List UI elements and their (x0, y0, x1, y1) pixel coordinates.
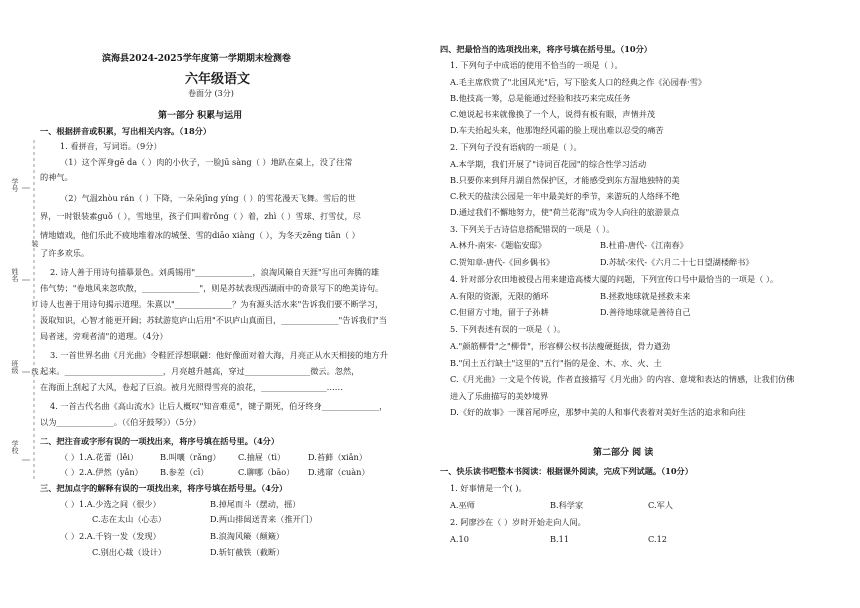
subject-title: 六年级语文 (185, 72, 251, 87)
part2-q2-options (450, 534, 770, 546)
q2-option: （ ）1.A.花蕾（lěi） (60, 452, 139, 462)
q1-line: 情地嬉戏，他们乐此不疲地堆着冰的城堡、雪的diāo xiàng（ ），为冬天zēng tiān（ ） (40, 230, 360, 240)
q4-line: 进入了乐曲描写的美妙境界 (450, 391, 549, 401)
q4-line: A.毛主席欣赏了"北国风光"后，写下脍炙人口的经典之作《沁园春·雪》 (450, 77, 707, 87)
q2-option: C.聊哪（bāo） (238, 467, 295, 477)
q3-option: （ ）2.A.千钧一发（发现） (60, 531, 161, 541)
exam-title: 滨海县2024-2025学年度第一学期期末检测卷 (102, 54, 291, 64)
q4-option: A.林升-南宋-《题临安邸》 (450, 240, 546, 250)
part2-q2: 2. 阿廖沙在（ ）岁时开始走向人间。 (450, 517, 586, 527)
q4-line: 1. 下列句子中成语的使用不恰当的一项是（ ）。 (450, 60, 623, 70)
q1-line: （1）这个浑身gē da（ ）肉的小伙子，一脸jū sàng（ ）地趴在桌上，没了往常 (60, 157, 353, 167)
q1-line: 汲取知识，心智才能更开阔；苏轼游览庐山后用"不识庐山真面目，______________"告诉我们"当 (40, 315, 387, 325)
q3-option: B.掉尾而斗（摆动，摇） (210, 499, 301, 509)
q1-line: （2）气温zhòu rán（ ）下降，一朵朵jīng yíng（ ）的雪花漫天飞舞。雪后的世 (60, 193, 356, 203)
q4-line: D.《好的故事》一课首尾呼应，那梦中美的人和事代表着对美好生活的追求和向往 (450, 407, 746, 417)
q3-option: （ ）1.A.少选之间（很少） (60, 499, 161, 509)
binding-marker-1: 装 (31, 240, 39, 247)
q4-line: 3. 下列关于古诗信息搭配错误的一项是（ ）。 (450, 224, 615, 234)
q3-option: C.别出心裁（设计） (92, 547, 167, 557)
q2-option: C.抽屉（tì） (238, 452, 286, 462)
binding-dashed-line (22, 140, 46, 480)
q4-option: C.但留方寸地，留于子孙耕 (450, 307, 549, 317)
q1-line: 伟气势；"卷地风来忽吹散，______________"，则是苏轼表现西湖雨中的奇景写下的绝美诗句。 (40, 283, 384, 293)
q4-line: C.她说起书来就像换了一个人，说得有板有眼，声情并茂 (450, 109, 656, 119)
q3-option: D.两山排闼送青来（推开门） (210, 514, 318, 524)
part1-title: 第一部分 积累与运用 (158, 111, 243, 121)
part2-option: C.12 (648, 534, 667, 544)
q1-line: 起来。________________________，月亮越升越高，穿过________________微云。忽然， (40, 366, 360, 376)
q3-option: B.浪淘风簸（颠簸） (210, 531, 285, 541)
q4-line: C.《月光曲》一文是个传说，作者直接描写《月光曲》的内容、意境和表达的情感，让我们仿佛 (450, 374, 795, 384)
part2-title: 第二部分 阅 读 (593, 448, 654, 458)
q1-line: 3. 一首世界名曲《月光曲》令鞋匠浮想联翩：他好像面对着大海，月亮正从水天相接的地方升 (50, 350, 388, 360)
binding-label-name: 姓名 (11, 268, 19, 282)
q4-line: 4. 针对部分农田地被侵占用来建造高楼大厦的问题，下列宣传口号中最恰当的一项是（ ）。 (450, 274, 779, 284)
q1-line: 以为______________。（《伯牙鼓琴》）（5分） (40, 417, 201, 427)
q4-option: C.贺知章-唐代-《回乡偶书》 (450, 257, 555, 267)
part2-option: C.军人 (648, 500, 673, 510)
binding-marker-2: 订 (31, 300, 39, 307)
q4-line: A."颜筋柳骨"之"柳骨"，形容柳公权书法瘦硬挺拔，骨力遒劲 (450, 341, 671, 351)
part2-option: B.科学家 (550, 500, 584, 510)
binding-label-class: 班级 (11, 360, 19, 374)
binding-label-school: 学校 (11, 440, 19, 454)
q4-line: 5. 下列表述有误的一项是（ ）。 (450, 324, 566, 334)
part2-option: B.11 (550, 534, 570, 544)
q4-line: A.本学期，我们开展了"诗词百花园"的综合性学习活动 (450, 159, 647, 169)
q1-line: 的神气。 (40, 172, 73, 182)
q1-line: 2. 诗人善于用诗句描摹景色。刘禹锡用"______________，浪淘风簸自天涯"写出可奔腾的雄 (50, 267, 380, 277)
part2-q1: 1. 好事情是一个( )。 (450, 483, 527, 493)
q4-option: D.苏轼-宋代-《六月二十七日望湖楼醉书》 (600, 257, 754, 267)
q2-heading: 二、把注音或字形有误的一项找出来，将序号填在括号里。（4分） (40, 436, 280, 446)
q4-line: D.车夫抬起头来，他那饱经风霜的脸上现出难以忍受的痛苦 (450, 125, 664, 135)
q3-option: D.斩钉截铁（截断） (210, 547, 285, 557)
q4-line: 2. 下列句子没有语病的一项是（ ）。 (450, 142, 582, 152)
part2-heading: 一、快乐读书吧整本书阅读：根据课外阅读，完成下列试题。（10分） (440, 466, 693, 476)
q2-option: D.逃窜（cuàn） (308, 467, 370, 477)
q4-line: B.只要你来到拜月湖自然保护区，才能感受到东方湿地独特的美 (450, 175, 680, 185)
q2-option: D.苔藓（xiǎn） (308, 452, 368, 462)
q4-line: C.秋天的盐渎公园是一年中最美好的季节，来游玩的人络绎不绝 (450, 191, 680, 201)
part2-q1-options (450, 500, 770, 512)
q4-line: B."闰土五行缺土"这里的"五行"指的是金、木、水、火、土 (450, 358, 662, 368)
q2-option: （ ）2.A.伊然（yǎn） (60, 467, 143, 477)
q4-line: D.通过我们不懈地努力，使"荷兰花海"成为令人向往的旅游景点 (450, 207, 680, 217)
q2-option: B.叫嚷（rǎng） (160, 452, 221, 462)
q2-option: B.参差（cī） (160, 467, 209, 477)
q4-option: D.善待地球就是善待自己 (600, 307, 691, 317)
q1-line: 在海面上刮起了大风，卷起了巨浪。被月光照得雪亮的浪花，________________…… (40, 382, 343, 392)
q1-line: 了许多欢乐。 (40, 248, 90, 258)
q4-option: B.拯救地球就是拯救未来 (600, 291, 691, 301)
part2-option: A.10 (450, 534, 469, 544)
q1-line: 1. 看拼音，写词语。（9分） (60, 141, 162, 151)
binding-marker-3: 线 (31, 368, 39, 375)
q3-heading: 三、把加点字的解释有误的一项找出来，将序号填在括号里。（4分） (40, 483, 288, 493)
q1-heading: 一、根据拼音或积累，写出相关内容。（18分） (40, 126, 212, 136)
q4-heading: 四、把最恰当的选项找出来，将序号填在括号里。（10分） (440, 44, 652, 54)
binding-label-student-id: 学号 (11, 178, 19, 192)
q4-option: A.有限的资源，无限的循环 (450, 291, 549, 301)
neatness-score: 卷面分 (3分) (188, 89, 234, 98)
q1-line: 局者迷，旁观者清"的道理。（4分） (40, 331, 168, 341)
q1-line: 界，一时银装素guǒ（ ），雪地里，孩子们叫着rǒng（ ）着，zhì（ ）雪球、打雪仗，尽 (40, 211, 361, 221)
q1-line: 4. 一首古代名曲《高山流水》让后人概叹"知音难觅"，键子期死，伯牙终身______________， (50, 401, 388, 411)
q3-option: C.志在太山（心志） (92, 514, 167, 524)
q1-line: 诗人也善于用诗句揭示道理。朱熹以"______________？为有源头活水来"告诉我们要不断学习， (40, 299, 384, 309)
q4-line: B.他技高一筹，总是能通过经验和技巧来完成任务 (450, 93, 631, 103)
part2-option: A.巫师 (450, 500, 475, 510)
q4-option: B.杜甫-唐代-《江南春》 (600, 240, 688, 250)
